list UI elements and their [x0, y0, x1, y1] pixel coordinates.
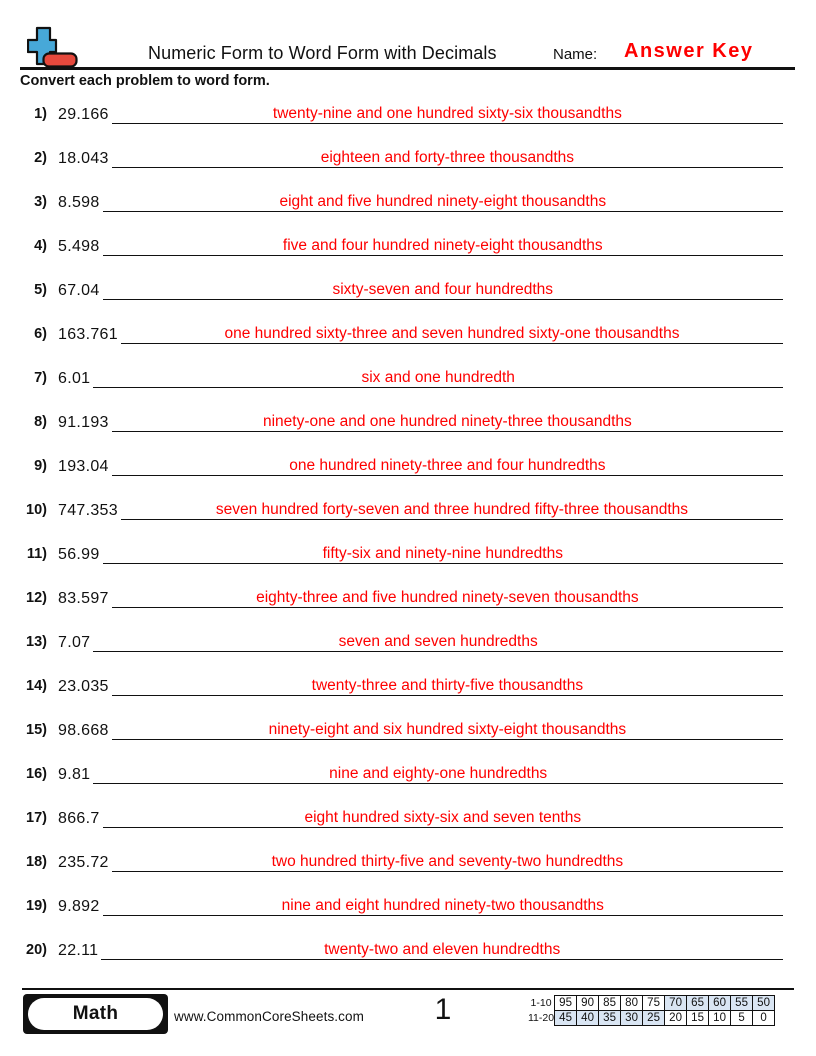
answer-line	[121, 324, 783, 344]
answer-text: seven and seven hundredths	[338, 633, 538, 650]
score-cell: 45	[555, 1011, 577, 1026]
problem-value: 747.353	[58, 502, 118, 519]
problem-row	[18, 712, 783, 740]
score-cell: 85	[599, 996, 621, 1011]
answer-text: five and four hundred ninety-eight thousandths	[282, 237, 603, 254]
answer-text: twenty-nine and one hundred sixty-six thousandths	[272, 105, 622, 122]
problem-value: 29.166	[58, 106, 109, 123]
problem-row	[18, 96, 783, 124]
problem-number: 3)	[34, 194, 47, 210]
answer-key-text: Answer Key	[624, 40, 754, 62]
answer-line	[112, 588, 783, 608]
problem-value: 5.498	[58, 238, 100, 255]
problem-number: 19)	[26, 898, 47, 914]
score-row-label: 1-10	[530, 997, 552, 1009]
problem-value: 23.035	[58, 678, 109, 695]
problem-value: 91.193	[58, 414, 109, 431]
answer-text: one hundred ninety-three and four hundredths	[289, 457, 606, 474]
score-cell: 25	[643, 1011, 665, 1026]
problem-row	[18, 404, 783, 432]
problem-number: 1)	[34, 106, 47, 122]
answer-line	[93, 764, 783, 784]
commoncoresheets-logo-icon	[27, 26, 81, 70]
problem-row	[18, 140, 783, 168]
answer-text: one hundred sixty-three and seven hundred sixty-one thousandths	[224, 325, 680, 342]
answer-text: twenty-two and eleven hundredths	[324, 941, 561, 958]
answer-line	[101, 940, 783, 960]
problem-number: 5)	[34, 282, 47, 298]
page-number: 1	[434, 993, 452, 1026]
answer-line	[112, 852, 783, 872]
answer-line	[112, 104, 783, 124]
answer-text: seven hundred forty-seven and three hundred fifty-three thousandths	[215, 501, 689, 518]
problem-row	[18, 580, 783, 608]
problem-number: 16)	[26, 766, 47, 782]
score-cell: 10	[709, 1011, 731, 1026]
answer-text: six and one hundredth	[361, 369, 515, 386]
problem-number: 10)	[26, 502, 47, 518]
score-cell: 30	[621, 1011, 643, 1026]
problem-row	[18, 624, 783, 652]
problem-value: 193.04	[58, 458, 109, 475]
answer-text: eight hundred sixty-six and seven tenths	[304, 809, 582, 826]
score-row-label: 11-20	[528, 1012, 555, 1024]
problem-row	[18, 668, 783, 696]
answer-line	[112, 676, 783, 696]
problem-row	[18, 360, 783, 388]
problem-row	[18, 272, 783, 300]
header	[0, 0, 816, 96]
problem-number: 20)	[26, 942, 47, 958]
answer-text: nine and eight hundred ninety-two thousandths	[281, 897, 604, 914]
answer-text: fifty-six and ninety-nine hundredths	[322, 545, 563, 562]
problem-value: 163.761	[58, 326, 118, 343]
problem-number: 4)	[34, 238, 47, 254]
problem-value: 83.597	[58, 590, 109, 607]
problem-number: 8)	[34, 414, 47, 430]
score-cell: 0	[753, 1011, 775, 1026]
problem-value: 8.598	[58, 194, 100, 211]
problem-value: 9.81	[58, 766, 91, 783]
problem-value: 22.11	[58, 942, 99, 959]
problem-value: 7.07	[58, 634, 91, 651]
score-cell: 15	[687, 1011, 709, 1026]
problem-value: 235.72	[58, 854, 109, 871]
problem-number: 13)	[26, 634, 47, 650]
problem-value: 56.99	[58, 546, 100, 563]
problem-row	[18, 932, 783, 960]
score-cell: 35	[599, 1011, 621, 1026]
score-cell: 60	[709, 996, 731, 1011]
score-cell: 95	[555, 996, 577, 1011]
answer-text: eighteen and forty-three thousandths	[320, 149, 575, 166]
answer-text: two hundred thirty-five and seventy-two hundredths	[271, 853, 624, 870]
answer-text: nine and eighty-one hundredths	[329, 765, 548, 782]
problem-number: 14)	[26, 678, 47, 694]
score-cell: 75	[643, 996, 665, 1011]
problem-value: 6.01	[58, 370, 91, 387]
score-cell: 55	[731, 996, 753, 1011]
problem-number: 6)	[34, 326, 47, 342]
problem-number: 7)	[34, 370, 47, 386]
problem-value: 9.892	[58, 898, 100, 915]
problem-row	[18, 448, 783, 476]
name-label: Name:	[553, 46, 598, 63]
score-row	[528, 996, 775, 1011]
answer-line	[112, 456, 783, 476]
problem-number: 18)	[26, 854, 47, 870]
problem-row	[18, 316, 783, 344]
problem-row	[18, 492, 783, 520]
answer-text: sixty-seven and four hundredths	[332, 281, 554, 298]
header-divider	[20, 67, 795, 70]
problem-number: 15)	[26, 722, 47, 738]
problem-row	[18, 756, 783, 784]
score-cell: 20	[665, 1011, 687, 1026]
problem-number: 12)	[26, 590, 47, 606]
problem-value: 18.043	[58, 150, 109, 167]
score-cell: 50	[753, 996, 775, 1011]
problem-value: 866.7	[58, 810, 100, 827]
problem-row	[18, 184, 783, 212]
problem-number: 2)	[34, 150, 47, 166]
subject-badge	[23, 994, 168, 1034]
answer-line	[112, 412, 783, 432]
score-cell: 90	[577, 996, 599, 1011]
problems-list	[18, 96, 783, 976]
score-cell: 5	[731, 1011, 753, 1026]
score-cell: 40	[577, 1011, 599, 1026]
problem-number: 17)	[26, 810, 47, 826]
problem-row	[18, 228, 783, 256]
problem-number: 9)	[34, 458, 47, 474]
problem-row	[18, 536, 783, 564]
problem-value: 98.668	[58, 722, 109, 739]
answer-text: twenty-three and thirty-five thousandths	[311, 677, 584, 694]
answer-text: ninety-eight and six hundred sixty-eight thousandths	[268, 721, 627, 738]
answer-line	[103, 808, 783, 828]
score-cell: 70	[665, 996, 687, 1011]
score-cell: 80	[621, 996, 643, 1011]
score-table	[528, 995, 775, 1026]
answer-line	[103, 896, 783, 916]
answer-text: eight and five hundred ninety-eight thousandths	[279, 193, 607, 210]
answer-line	[103, 192, 783, 212]
score-row	[528, 1011, 775, 1026]
problem-value: 67.04	[58, 282, 100, 299]
problem-row	[18, 800, 783, 828]
answer-line	[112, 720, 783, 740]
instruction-text: Convert each problem to word form.	[20, 73, 270, 89]
answer-line	[93, 368, 783, 388]
answer-line	[103, 544, 783, 564]
problem-row	[18, 844, 783, 872]
subject-label: Math	[28, 998, 163, 1030]
answer-text: eighty-three and five hundred ninety-seven thousandths	[256, 589, 639, 606]
score-cell: 65	[687, 996, 709, 1011]
worksheet-title: Numeric Form to Word Form with Decimals	[148, 43, 497, 63]
website-text: www.CommonCoreSheets.com	[174, 1009, 364, 1024]
answer-line	[93, 632, 783, 652]
answer-line	[121, 500, 783, 520]
footer-divider	[22, 988, 794, 990]
problem-row	[18, 888, 783, 916]
answer-text: ninety-one and one hundred ninety-three thousandths	[262, 413, 632, 430]
problem-number: 11)	[26, 546, 47, 562]
answer-line	[103, 236, 783, 256]
answer-line	[112, 148, 783, 168]
answer-line	[103, 280, 783, 300]
